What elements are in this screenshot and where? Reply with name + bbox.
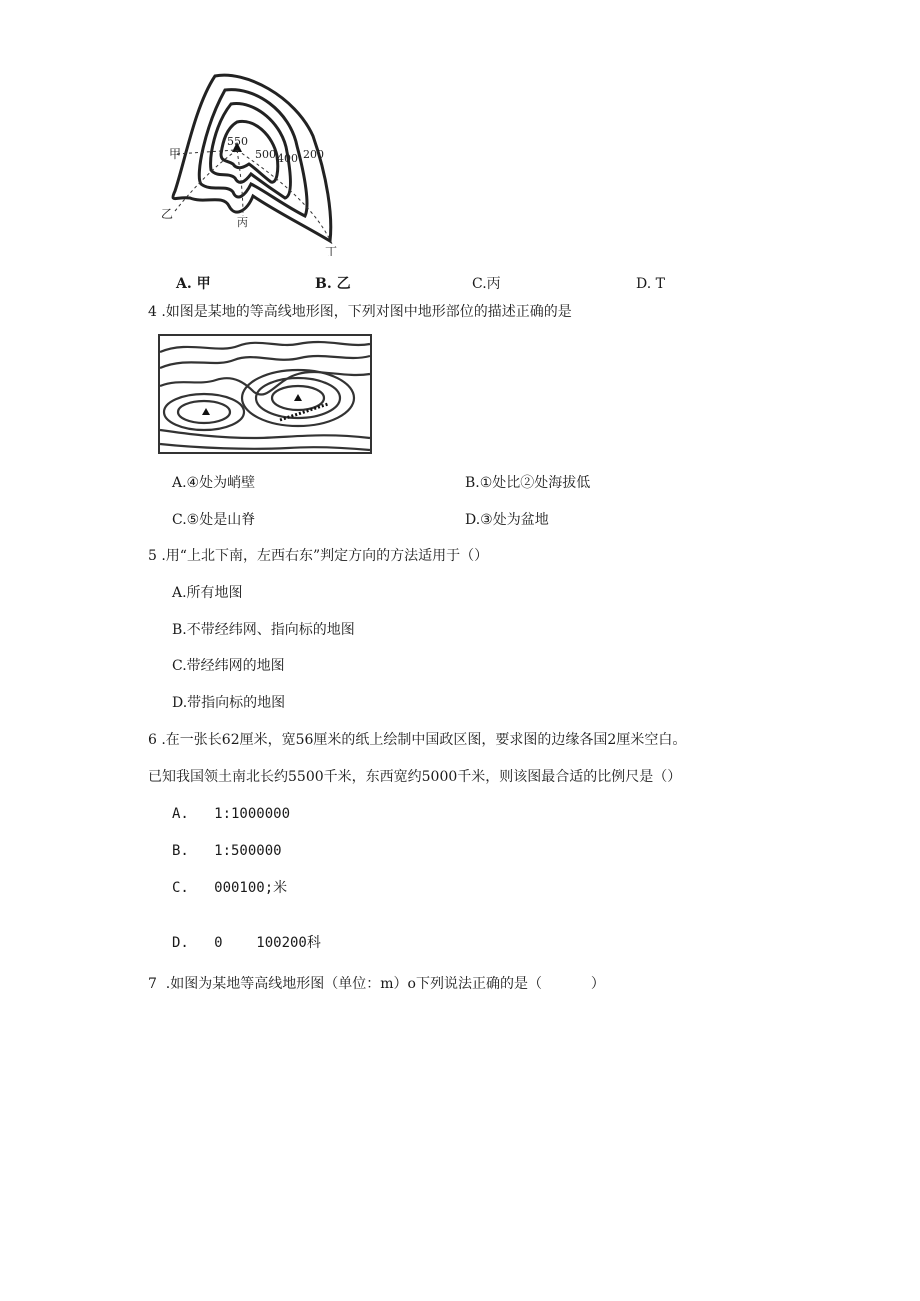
q4-option-c: C.⑤处是山脊 [172, 512, 256, 528]
q7-stem: 7 .如图为某地等高线地形图（单位：m）o下列说法正确的是（ ） [148, 976, 605, 992]
q5-option-a: A.所有地图 [172, 585, 243, 601]
q3-option-a: A. 甲 [176, 276, 211, 292]
q5-stem: 5 .用“上北下南，左西右东”判定方向的方法适用于（） [148, 548, 489, 564]
q5-option-b: B.不带经纬网、指向标的地图 [172, 622, 355, 638]
q4-stem: 4 .如图是某地的等高线地形图，下列对图中地形部位的描述正确的是 [148, 304, 572, 320]
q4-contour-svg [158, 334, 372, 454]
q3-label-jia: 甲 [169, 147, 182, 161]
q3-contour-svg [155, 66, 355, 256]
q4-option-b: B.①处比②处海拔低 [465, 475, 591, 491]
q4-contour-figure [158, 334, 372, 454]
q3-label-bing: 丙 [237, 216, 248, 229]
q5-option-c: C.带经纬网的地图 [172, 658, 285, 674]
q6-option-a: A. 1:1000000 [172, 806, 291, 822]
q6-option-c: C. 000100;米 [172, 880, 288, 896]
q3-option-d: D. T [636, 276, 665, 292]
q3-option-b: B. 乙 [315, 276, 351, 292]
q6-option-b: B. 1:500000 [172, 843, 282, 859]
q3-label-yi: 乙 [161, 207, 174, 221]
q3-label-400: 400 [277, 152, 298, 165]
q3-contour-figure [155, 66, 355, 256]
q4-option-a: A.④处为峭壁 [172, 475, 256, 491]
q5-option-d: D.带指向标的地图 [172, 695, 286, 711]
q6-stem-line2: 已知我国领土南北长约5500千米，东西宽约5000千米，则该图最合适的比例尺是（） [148, 769, 682, 785]
q3-label-ding: 丁 [325, 245, 338, 256]
q3-option-c: C.丙 [472, 276, 501, 292]
q6-option-d: D. 0 100200科 [172, 935, 321, 951]
q3-label-200: 200 [303, 148, 324, 161]
q3-label-550: 550 [227, 135, 248, 148]
q6-stem-line1: 6 .在一张长62厘米，宽56厘米的纸上绘制中国政区图，要求图的边缘各国2厘米空白。 [148, 732, 687, 748]
q3-label-500: 500 [255, 148, 276, 161]
q4-option-d: D.③处为盆地 [465, 512, 549, 528]
